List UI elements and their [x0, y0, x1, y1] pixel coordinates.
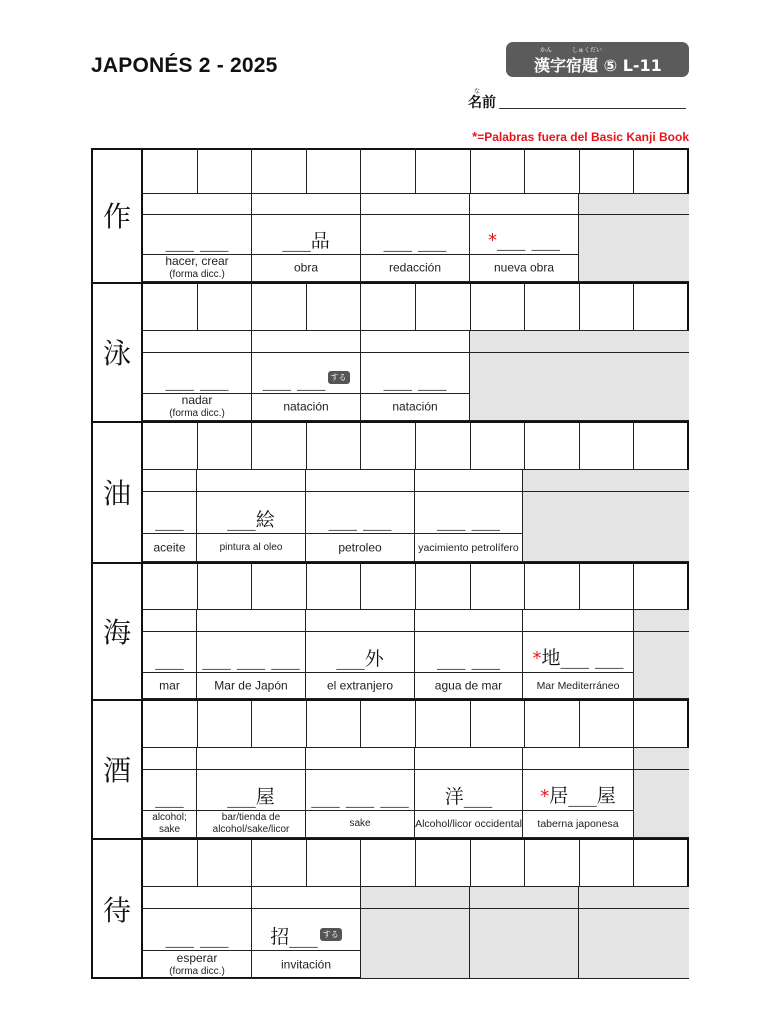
writing-box[interactable]: [471, 564, 525, 610]
blank-box: [579, 215, 689, 282]
vocab-word: [252, 369, 360, 391]
writing-box[interactable]: [525, 423, 580, 470]
suru-tag: する: [320, 928, 342, 941]
reading-box[interactable]: [143, 909, 252, 951]
spare-box[interactable]: [361, 331, 470, 353]
writing-box[interactable]: [471, 148, 525, 194]
reading-box[interactable]: [143, 492, 197, 534]
spare-box[interactable]: [306, 748, 415, 770]
writing-box[interactable]: [634, 284, 689, 331]
vocab-word-text: ___ ___: [383, 230, 447, 252]
blank-box: [470, 909, 579, 979]
spare-box[interactable]: [143, 887, 252, 909]
legend-note-text: =Palabras fuera del Basic Kanji Book: [477, 130, 689, 144]
kanji-block: [91, 562, 689, 699]
writing-box[interactable]: [252, 284, 307, 331]
meaning-box: [415, 534, 523, 562]
spare-box[interactable]: [143, 470, 197, 492]
meaning-label: [143, 679, 196, 692]
vocab-word: [143, 648, 196, 670]
vocab-word: [306, 509, 414, 531]
kanji-block: [91, 699, 689, 838]
writing-box[interactable]: [580, 564, 634, 610]
writing-box[interactable]: [143, 564, 198, 610]
meaning-box: [143, 534, 197, 562]
spare-box: [579, 194, 689, 215]
spare-box[interactable]: [306, 610, 415, 632]
meaning-label: [361, 401, 469, 414]
meaning-label: [252, 262, 360, 275]
writing-box[interactable]: [307, 701, 361, 748]
writing-box[interactable]: [634, 564, 689, 610]
meaning-text: Mar de Japón: [214, 678, 288, 692]
reading-box[interactable]: [143, 770, 197, 811]
writing-box[interactable]: [471, 423, 525, 470]
writing-box[interactable]: [416, 284, 471, 331]
meaning-box: [143, 951, 252, 979]
reading-box[interactable]: [197, 492, 306, 534]
reading-box[interactable]: [523, 770, 634, 811]
vocab-word: [361, 230, 469, 252]
writing-box[interactable]: [416, 701, 471, 748]
meaning-label: [415, 542, 522, 554]
writing-box[interactable]: [525, 284, 580, 331]
meaning-subtext: (forma dicc.): [169, 269, 225, 280]
name-field[interactable]: [499, 108, 686, 109]
vocab-word: [415, 648, 522, 670]
spare-box[interactable]: [143, 331, 252, 353]
writing-box[interactable]: [252, 701, 307, 748]
legend-note: [472, 129, 689, 144]
writing-box[interactable]: [143, 284, 198, 331]
vocab-word-text: ___: [155, 786, 184, 808]
meaning-label: [523, 818, 633, 830]
vocab-word-text: ___ ___: [436, 509, 501, 531]
blank-box: [470, 353, 689, 421]
meaning-subtext: (forma dicc.): [169, 965, 225, 977]
vocab-word-text: ___: [155, 648, 184, 670]
meaning-box: [252, 255, 361, 282]
meaning-box: [252, 951, 361, 979]
suru-tag: する: [328, 371, 350, 384]
reading-box[interactable]: [306, 770, 415, 811]
reading-box[interactable]: [143, 632, 197, 673]
writing-box[interactable]: [252, 423, 307, 470]
writing-box[interactable]: [307, 423, 361, 470]
writing-box[interactable]: [580, 423, 634, 470]
spare-box[interactable]: [523, 748, 634, 770]
vocab-word: [143, 509, 196, 531]
spare-box[interactable]: [415, 470, 523, 492]
writing-box[interactable]: [198, 284, 252, 331]
meaning-text: alcohol; sake: [152, 812, 187, 835]
vocab-word-text: ___品: [282, 230, 330, 252]
meaning-text: nueva obra: [493, 260, 555, 275]
writing-box[interactable]: [307, 840, 361, 887]
meaning-label: [523, 680, 633, 692]
writing-box[interactable]: [361, 564, 416, 610]
reading-box[interactable]: [252, 909, 361, 951]
meaning-box: [306, 673, 415, 699]
spare-box[interactable]: [415, 610, 523, 632]
vocab-word-text: ___: [155, 509, 184, 531]
writing-box[interactable]: [471, 284, 525, 331]
writing-box[interactable]: [416, 840, 471, 887]
blank-box: [523, 492, 689, 562]
vocab-word-text: ___ ___: [165, 926, 229, 948]
vocab-word-text: ___ ___: [383, 369, 447, 391]
reading-box[interactable]: [197, 632, 306, 673]
writing-box[interactable]: [580, 284, 634, 331]
vocab-word: [470, 229, 578, 252]
vocab-word: [197, 648, 305, 670]
meaning-text: invitación: [280, 957, 332, 971]
meaning-label: [306, 541, 414, 554]
meaning-label: [143, 541, 196, 554]
meaning-text: nadar: [181, 393, 213, 407]
vocab-word-text: ___ ___: [436, 648, 501, 670]
name-ruby: な: [474, 88, 481, 95]
spare-box: [579, 887, 689, 909]
writing-box[interactable]: [307, 564, 361, 610]
meaning-box: [197, 811, 306, 838]
meaning-box: [197, 534, 306, 562]
vocab-word: [306, 648, 414, 670]
meaning-text: sake: [349, 818, 371, 829]
meaning-text: redacción: [388, 260, 442, 275]
badge-ruby-shukudai: しゅくだい: [572, 47, 603, 54]
kanji-character: 泳: [102, 337, 131, 370]
vocab-word-text: ___ ___: [165, 230, 229, 252]
kanji-block: [91, 282, 689, 421]
meaning-label: [252, 958, 360, 971]
asterisk-icon: *: [472, 129, 478, 144]
meaning-box: [415, 811, 523, 838]
meaning-label: [415, 679, 522, 692]
vocab-word-text: ___絵: [227, 509, 275, 531]
meaning-box: [143, 255, 252, 282]
meaning-text: Mar Mediterráneo: [536, 679, 620, 692]
writing-box[interactable]: [252, 840, 307, 887]
writing-box[interactable]: [198, 840, 252, 887]
spare-box: [470, 331, 689, 353]
meaning-label: [197, 679, 305, 692]
meaning-box: [143, 394, 252, 421]
vocab-word: [361, 369, 469, 391]
name-label: 名前: [468, 95, 496, 111]
meaning-label: [143, 394, 251, 420]
meaning-box: [143, 811, 197, 838]
reading-box[interactable]: [470, 215, 579, 255]
kanji-character: 海: [102, 616, 131, 649]
writing-box[interactable]: [525, 564, 580, 610]
writing-box[interactable]: [525, 840, 580, 887]
writing-box[interactable]: [471, 840, 525, 887]
spare-box[interactable]: [306, 470, 415, 492]
meaning-label: [252, 401, 360, 414]
meaning-box: [197, 673, 306, 699]
meaning-label: [143, 812, 196, 836]
asterisk-icon: *: [487, 230, 497, 251]
meaning-text: esperar: [176, 950, 218, 965]
vocab-word-text: ___ ___: [496, 229, 561, 251]
blank-box: [361, 909, 470, 979]
spare-box[interactable]: [197, 610, 306, 632]
reading-box[interactable]: [415, 632, 523, 673]
meaning-text: agua de mar: [434, 678, 503, 692]
meaning-label: [361, 262, 469, 275]
blank-box: [579, 909, 689, 979]
spare-box[interactable]: [252, 331, 361, 353]
kanji-practice-sheet: [91, 148, 689, 979]
spare-box[interactable]: [197, 470, 306, 492]
kanji-character: 酒: [102, 754, 131, 787]
reading-box[interactable]: [252, 353, 361, 394]
meaning-text: natación: [392, 399, 438, 414]
writing-box[interactable]: [143, 148, 198, 194]
vocab-word-text: 招___: [270, 926, 318, 948]
meaning-box: [470, 255, 579, 282]
writing-box[interactable]: [471, 701, 525, 748]
writing-box[interactable]: [634, 701, 689, 748]
reading-box[interactable]: [361, 353, 470, 394]
meaning-label: [470, 262, 578, 275]
page-title: JAPONÉS 2 - 2025: [91, 54, 278, 77]
writing-box[interactable]: [143, 840, 198, 887]
meaning-subtext: (forma dicc.): [169, 408, 225, 419]
writing-box[interactable]: [525, 148, 580, 194]
meaning-text: petroleo: [338, 540, 382, 554]
meaning-text: Alcohol/licor occidental: [415, 818, 522, 830]
vocab-word: [143, 786, 196, 808]
meaning-box: [143, 673, 197, 699]
spare-box[interactable]: [470, 194, 579, 215]
writing-box[interactable]: [361, 148, 416, 194]
vocab-word: [143, 926, 251, 948]
badge-ruby-kan: かん: [540, 47, 553, 54]
reading-box[interactable]: [523, 632, 634, 673]
blank-box: [634, 770, 689, 838]
meaning-box: [523, 811, 634, 838]
meaning-label: [197, 542, 305, 554]
writing-box[interactable]: [580, 148, 634, 194]
meaning-label: [197, 812, 305, 836]
vocab-word-text: ___ ___: [165, 369, 229, 391]
kanji-block: [91, 421, 689, 562]
writing-box[interactable]: [580, 840, 634, 887]
meaning-text: yacimiento petrolífero: [418, 541, 519, 554]
vocab-word-text: ___ ___: [328, 509, 392, 531]
vocab-word-text: ___屋: [227, 786, 275, 808]
kanji-block: [91, 148, 689, 282]
writing-box[interactable]: [361, 423, 416, 470]
spare-box[interactable]: [252, 194, 361, 215]
spare-box: [634, 610, 689, 632]
reading-box[interactable]: [143, 353, 252, 394]
kanji-character: 待: [102, 894, 131, 927]
writing-box[interactable]: [198, 564, 252, 610]
spare-box: [361, 887, 470, 909]
writing-box[interactable]: [198, 148, 252, 194]
writing-box[interactable]: [634, 148, 689, 194]
writing-box[interactable]: [416, 148, 471, 194]
asterisk-icon: *: [532, 648, 542, 669]
spare-box: [523, 470, 689, 492]
writing-box[interactable]: [361, 701, 416, 748]
writing-box[interactable]: [634, 423, 689, 470]
spare-box[interactable]: [143, 748, 197, 770]
spare-box[interactable]: [361, 194, 470, 215]
meaning-label: [143, 255, 251, 281]
reading-box[interactable]: [306, 632, 415, 673]
writing-box[interactable]: [361, 284, 416, 331]
kanji-character: 油: [102, 477, 131, 510]
spare-box[interactable]: [252, 887, 361, 909]
spare-box[interactable]: [143, 610, 197, 632]
writing-box[interactable]: [580, 701, 634, 748]
reading-box[interactable]: [197, 770, 306, 811]
asterisk-icon: *: [540, 786, 550, 807]
writing-box[interactable]: [198, 423, 252, 470]
spare-box[interactable]: [523, 610, 634, 632]
vocab-word: [143, 369, 251, 391]
spare-box[interactable]: [415, 748, 523, 770]
meaning-box: [361, 255, 470, 282]
writing-box[interactable]: [307, 148, 361, 194]
meaning-label: [306, 818, 414, 830]
vocab-word-text: ___ ___ ___: [202, 648, 300, 670]
vocab-word: [523, 647, 633, 670]
blank-box: [634, 632, 689, 699]
vocab-word: [197, 786, 305, 808]
writing-box[interactable]: [143, 701, 198, 748]
meaning-text: el extranjero: [326, 678, 394, 692]
reading-box[interactable]: [306, 492, 415, 534]
vocab-word: [252, 230, 360, 252]
badge-label: 漢字宿題 ⑤ L-11: [534, 56, 662, 75]
writing-box[interactable]: [416, 423, 471, 470]
meaning-box: [306, 534, 415, 562]
reading-box[interactable]: [252, 215, 361, 255]
reading-box[interactable]: [143, 215, 252, 255]
meaning-text: aceite: [153, 540, 186, 554]
vocab-word-text: ___外: [336, 648, 384, 670]
reading-box[interactable]: [361, 215, 470, 255]
vocab-word: [143, 230, 251, 252]
meaning-text: hacer, crear: [165, 254, 229, 268]
writing-box[interactable]: [634, 840, 689, 887]
writing-box[interactable]: [143, 423, 198, 470]
writing-box[interactable]: [252, 564, 307, 610]
spare-box[interactable]: [143, 194, 252, 215]
meaning-box: [415, 673, 523, 699]
spare-box: [470, 887, 579, 909]
vocab-word-text: 地___ ___: [541, 647, 624, 669]
writing-box[interactable]: [416, 564, 471, 610]
meaning-box: [523, 673, 634, 699]
writing-box[interactable]: [525, 701, 580, 748]
meaning-text: mar: [159, 678, 180, 692]
writing-box[interactable]: [252, 148, 307, 194]
meaning-label: [306, 679, 414, 692]
vocab-word: [415, 786, 522, 808]
homework-badge: [506, 42, 689, 77]
vocab-word: [252, 926, 360, 948]
spare-box: [634, 748, 689, 770]
writing-box[interactable]: [307, 284, 361, 331]
vocab-word-text: 居___屋: [549, 785, 616, 807]
reading-box[interactable]: [415, 770, 523, 811]
vocab-word: [197, 509, 305, 531]
meaning-text: obra: [293, 260, 319, 275]
meaning-text: taberna japonesa: [537, 818, 619, 830]
kanji-character: 作: [102, 200, 131, 233]
vocab-word: [415, 509, 522, 531]
meaning-box: [306, 811, 415, 838]
vocab-word-text: ___ ___ ___: [311, 786, 409, 808]
vocab-word: [306, 786, 414, 808]
writing-box[interactable]: [198, 701, 252, 748]
meaning-label: [415, 818, 522, 830]
vocab-word-text: 洋___: [444, 786, 493, 808]
kanji-block: [91, 838, 689, 979]
spare-box[interactable]: [197, 748, 306, 770]
meaning-box: [361, 394, 470, 421]
reading-box[interactable]: [415, 492, 523, 534]
meaning-text: natación: [283, 399, 329, 414]
meaning-label: [143, 952, 251, 978]
meaning-text: pintura al oleo: [219, 541, 283, 553]
writing-box[interactable]: [361, 840, 416, 887]
vocab-word: [523, 785, 633, 808]
meaning-text: bar/tienda de alcohol/sake/licor: [212, 812, 290, 835]
vocab-word-text: ___ ___: [262, 369, 326, 391]
meaning-box: [252, 394, 361, 421]
